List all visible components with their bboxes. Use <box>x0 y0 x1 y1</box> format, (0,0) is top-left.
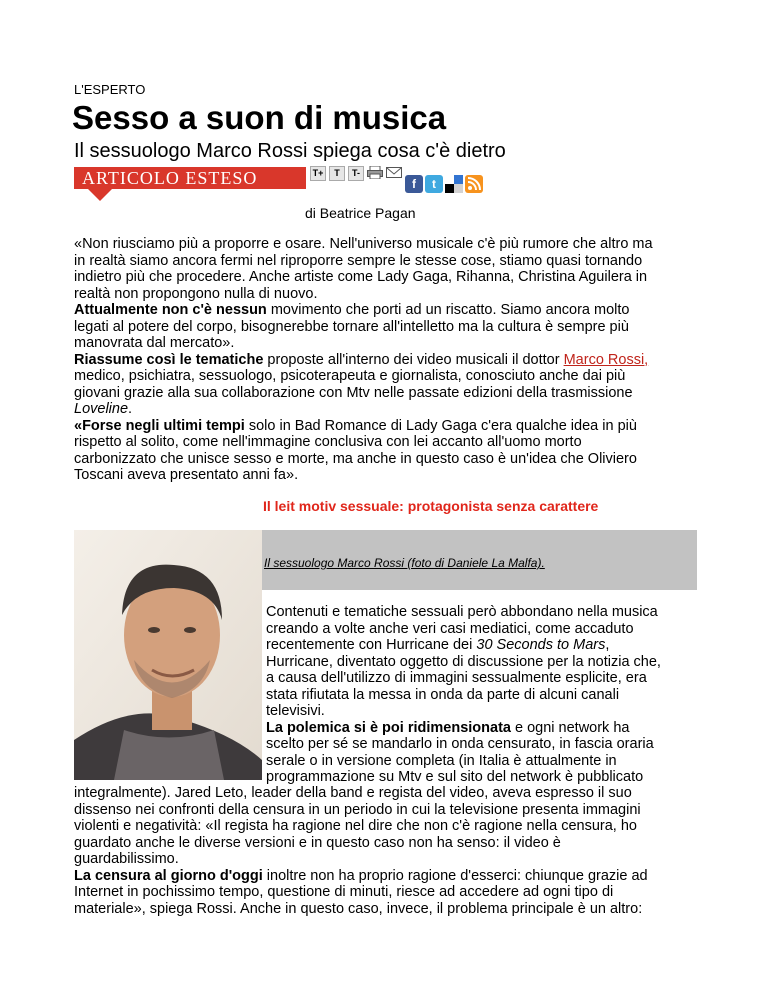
text-line: Hurricane, diventato oggetto di discussione per la notizia che, <box>266 653 661 670</box>
section-label: L'ESPERTO <box>74 82 146 97</box>
paragraph-continuation <box>74 785 714 917</box>
text-line: integralmente). Jared Leto, leader della band e regista del video, aveva espresso il suo <box>74 785 632 801</box>
text-line: serale o in versione completa (in Italia è attualmente in <box>266 752 617 769</box>
text-span: , <box>605 637 610 653</box>
text-span: e ogni network ha <box>510 719 630 736</box>
marco-rossi-link[interactable]: Marco Rossi, <box>563 351 649 368</box>
bold-lead: Attualmente non c'è nessun <box>74 302 267 318</box>
text-line: televisivi. <box>266 703 325 719</box>
text-span: proposte all'interno dei video musicali il dottor <box>263 351 564 368</box>
text-span: . <box>128 401 133 417</box>
text-line: guardato anche le diverse versioni e in questo caso non ha senso: il video è <box>74 834 561 851</box>
text-line: Toscani aveva presentato anni fa». <box>74 467 299 483</box>
extended-article-banner: ARTICOLO ESTESO <box>74 167 306 189</box>
text-line: a causa dell'utilizzo di immagini sessualmente esplicite, era <box>266 670 647 686</box>
text-line <box>74 352 704 369</box>
text-line <box>74 418 704 435</box>
text-line <box>74 401 704 418</box>
normal-text-button[interactable]: T <box>329 166 345 181</box>
article-title: Sesso a suon di musica <box>72 99 447 136</box>
text-line: giovani grazie alla sua collaborazione con Mtv nelle passate edizioni della trasmissione <box>74 384 633 401</box>
text-line <box>74 868 714 885</box>
article-subtitle: Il sessuologo Marco Rossi spiega cosa c'è dietro <box>74 140 506 162</box>
text-line: «Non riusciamo più a proporre e osare. Nell'universo musicale c'è più rumore che altro ma <box>74 236 653 252</box>
photo-caption: Il sessuologo Marco Rossi (foto di Daniele La Malfa). <box>264 556 545 570</box>
text-span: movimento che porti ad un riscatto. Siamo ancora molto <box>266 302 630 318</box>
text-span: inoltre non ha proprio ragione d'esserci: chiunque grazie ad <box>262 867 648 884</box>
text-line: violenti e negatività: «Il regista ha ragione nel dire che non c'è ragione nella censura, ho <box>74 818 637 834</box>
social-share-bar <box>405 175 483 198</box>
text-line: realtà non propongono nulla di nuovo. <box>74 285 318 302</box>
text-line <box>266 637 706 654</box>
delicious-icon[interactable] <box>445 175 463 198</box>
text-line: carbonizzato che unisce sesso e morte, ma anche in questo caso è un'idea che Oliviero <box>74 450 637 467</box>
text-line <box>266 720 706 737</box>
rss-icon[interactable] <box>465 175 483 193</box>
paragraph-1 <box>74 236 704 484</box>
facebook-icon[interactable]: f <box>405 175 423 193</box>
photo-side-column <box>266 604 706 786</box>
increase-text-button[interactable]: T+ <box>310 166 326 181</box>
text-line <box>74 302 704 319</box>
bold-lead: La censura al giorno d'oggi <box>74 867 263 884</box>
twitter-icon[interactable]: t <box>425 175 443 193</box>
text-line: legati al potere del corpo, bisognerebbe tornare all'intelletto ma la cultura è sempre più <box>74 318 629 335</box>
text-line: guardabilissimo. <box>74 851 179 867</box>
marco-rossi-photo <box>74 530 262 780</box>
text-line: programmazione su Mtv e sul sito del network è pubblicato <box>266 769 644 785</box>
bold-lead: La polemica si è poi ridimensionata <box>266 719 511 736</box>
byline: di Beatrice Pagan <box>305 205 416 221</box>
text-line: indietro più che procedere. Anche artiste come Lady Gaga, Rihanna, Christina Aguilera in <box>74 269 648 285</box>
text-line: rispetto al solito, come nell'immagine conclusiva con lei accanto all'uomo morto <box>74 434 582 450</box>
print-icon[interactable] <box>367 166 383 179</box>
text-line: Contenuti e tematiche sessuali però abbondano nella musica <box>266 604 658 620</box>
text-line: materiale», spiega Rossi. Anche in questo caso, invece, il problema principale è un altro: <box>74 900 643 917</box>
show-title: Loveline <box>74 401 129 417</box>
section-heading: Il leit motiv sessuale: protagonista senza carattere <box>263 498 599 514</box>
email-icon[interactable] <box>386 166 402 179</box>
band-name: 30 Seconds to Mars <box>476 637 606 653</box>
text-line: creando a volte anche veri casi mediatici, come accaduto <box>266 620 634 637</box>
decrease-text-button[interactable]: T- <box>348 166 364 181</box>
text-line: stata rifiutata la messa in onda da parte di alcuni canali <box>266 686 620 703</box>
text-line: manovrata dal mercato». <box>74 335 235 351</box>
text-line: medico, psichiatra, sessuologo, psicoterapeuta e giornalista, conosciuto anche dai più <box>74 368 626 384</box>
banner-tail-decoration <box>88 189 112 201</box>
text-line: dissenso nei confronti della censura in un periodo in cui la televisione presenta immagini <box>74 801 641 818</box>
text-size-toolbar <box>310 166 402 181</box>
text-line: Internet in pochissimo tempo, questione di minuti, riesce ad accedere ad ogni tipo di <box>74 884 614 900</box>
text-span: recentemente con Hurricane dei <box>266 637 477 653</box>
text-line: in realtà siamo ancora fermi nel riproporre sempre le stesse cose, stiamo quasi tornando <box>74 252 643 269</box>
text-line: scelto per sé se mandarlo in onda censurato, in fascia oraria <box>266 736 654 752</box>
text-span: solo in Bad Romance di Lady Gaga c'era qualche idea in più <box>244 417 637 434</box>
bold-lead: Riassume così le tematiche <box>74 351 264 368</box>
bold-lead: «Forse negli ultimi tempi <box>74 417 245 434</box>
